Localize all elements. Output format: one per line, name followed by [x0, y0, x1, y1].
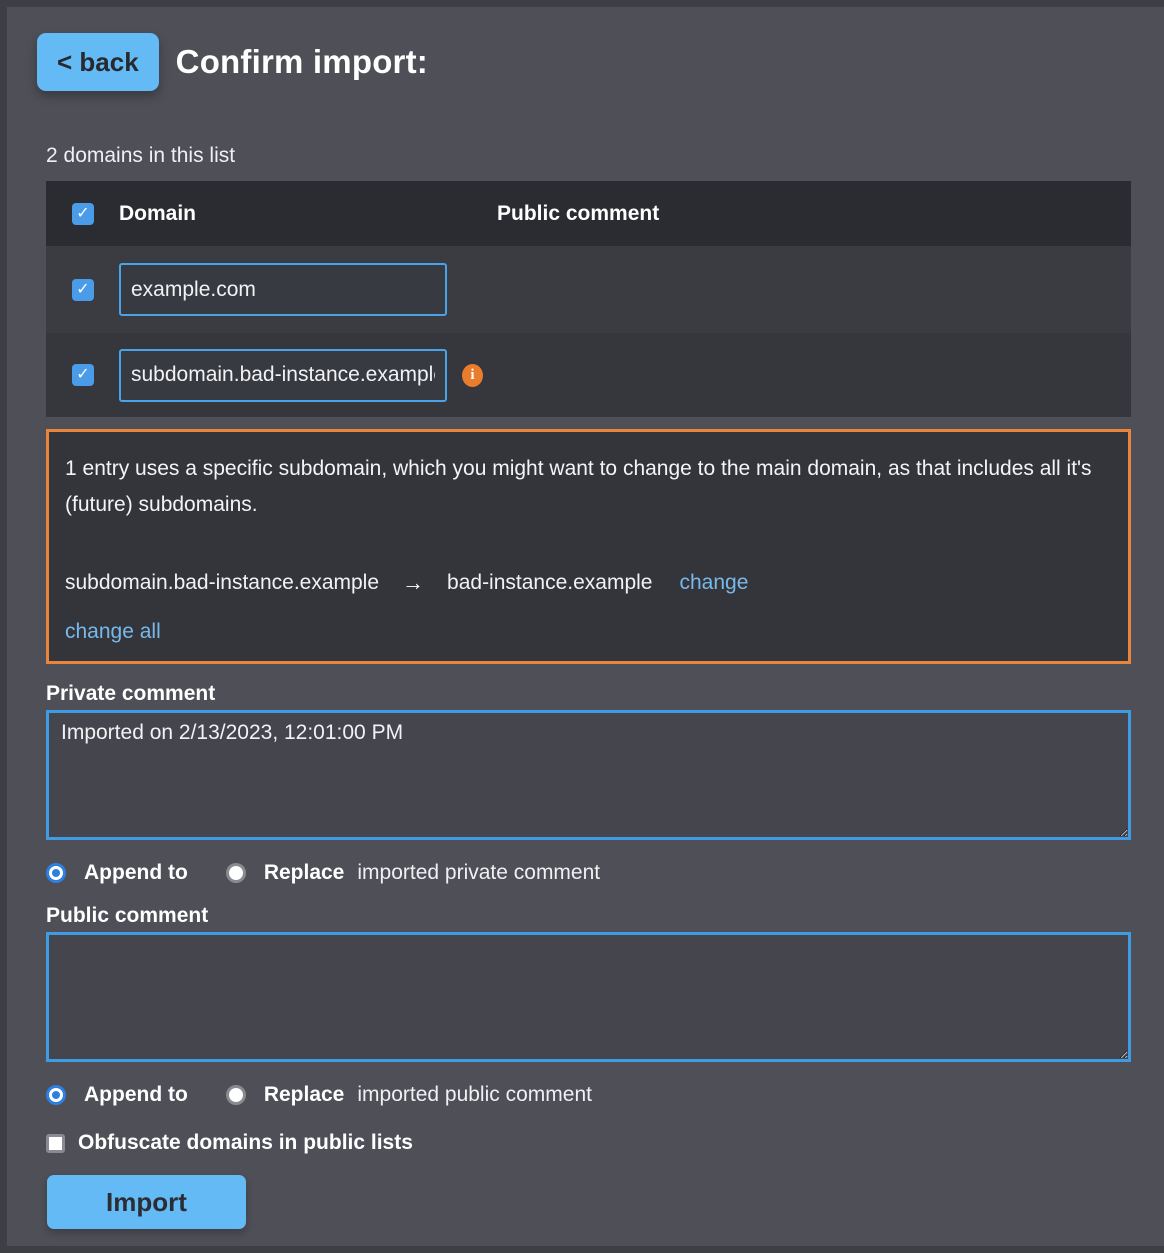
row-checkbox[interactable] — [72, 279, 94, 301]
table-row — [46, 246, 1131, 333]
replace-private-label: Replace — [263, 861, 345, 884]
domain-table — [46, 181, 1131, 417]
warning-message: 1 entry uses a specific subdomain, which you might want to change to the main domain, as that includes all it's (future) subdomains. — [65, 457, 1092, 516]
public-comment-mode-options — [46, 1082, 1131, 1108]
domain-input[interactable] — [119, 263, 447, 316]
private-comment-mode-options — [46, 860, 1131, 886]
append-private-radio[interactable] — [46, 863, 66, 883]
check-icon: ✓ — [76, 280, 90, 298]
table-header-row — [46, 181, 1131, 246]
replace-public-radio[interactable] — [226, 1085, 246, 1105]
header-bar — [37, 33, 1131, 91]
change-link[interactable]: change — [679, 571, 749, 594]
replace-private-radio[interactable] — [226, 863, 246, 883]
check-icon: ✓ — [76, 204, 90, 222]
public-comment-label: Public comment — [46, 904, 209, 927]
row-checkbox[interactable] — [72, 364, 94, 386]
confirm-import-panel — [7, 7, 1164, 1246]
subdomain-mapping-line — [65, 570, 1112, 596]
back-button[interactable]: < back — [37, 33, 159, 91]
info-icon[interactable]: i — [462, 364, 483, 387]
check-icon: ✓ — [76, 366, 90, 383]
from-domain: subdomain.bad-instance.example — [65, 571, 380, 594]
subdomain-warning-box — [46, 429, 1131, 664]
select-all-checkbox[interactable] — [72, 203, 94, 225]
change-all-link[interactable]: change all — [65, 620, 161, 643]
append-public-label: Append to — [84, 1083, 188, 1106]
public-comment-column-header: Public comment — [497, 201, 660, 225]
arrow-right-icon: → — [402, 570, 425, 595]
table-row — [46, 333, 1131, 417]
obfuscate-checkbox[interactable] — [46, 1134, 65, 1153]
domain-count-text: 2 domains in this list — [46, 144, 236, 167]
private-comment-label: Private comment — [46, 682, 216, 705]
page-title: Confirm import: — [175, 43, 428, 80]
domain-column-header: Domain — [119, 201, 197, 225]
obfuscate-label: Obfuscate domains in public lists — [78, 1131, 413, 1154]
public-comment-textarea[interactable] — [46, 932, 1131, 1062]
replace-public-label: Replace — [263, 1083, 345, 1106]
private-options-suffix: imported private comment — [357, 861, 601, 884]
import-button[interactable]: Import — [47, 1175, 246, 1229]
private-comment-textarea[interactable] — [46, 710, 1131, 840]
public-options-suffix: imported public comment — [357, 1083, 592, 1106]
append-public-radio[interactable] — [46, 1085, 66, 1105]
append-private-label: Append to — [84, 861, 188, 884]
to-domain: bad-instance.example — [447, 571, 653, 594]
domain-input[interactable] — [119, 349, 447, 402]
obfuscate-option-row — [46, 1131, 1131, 1155]
